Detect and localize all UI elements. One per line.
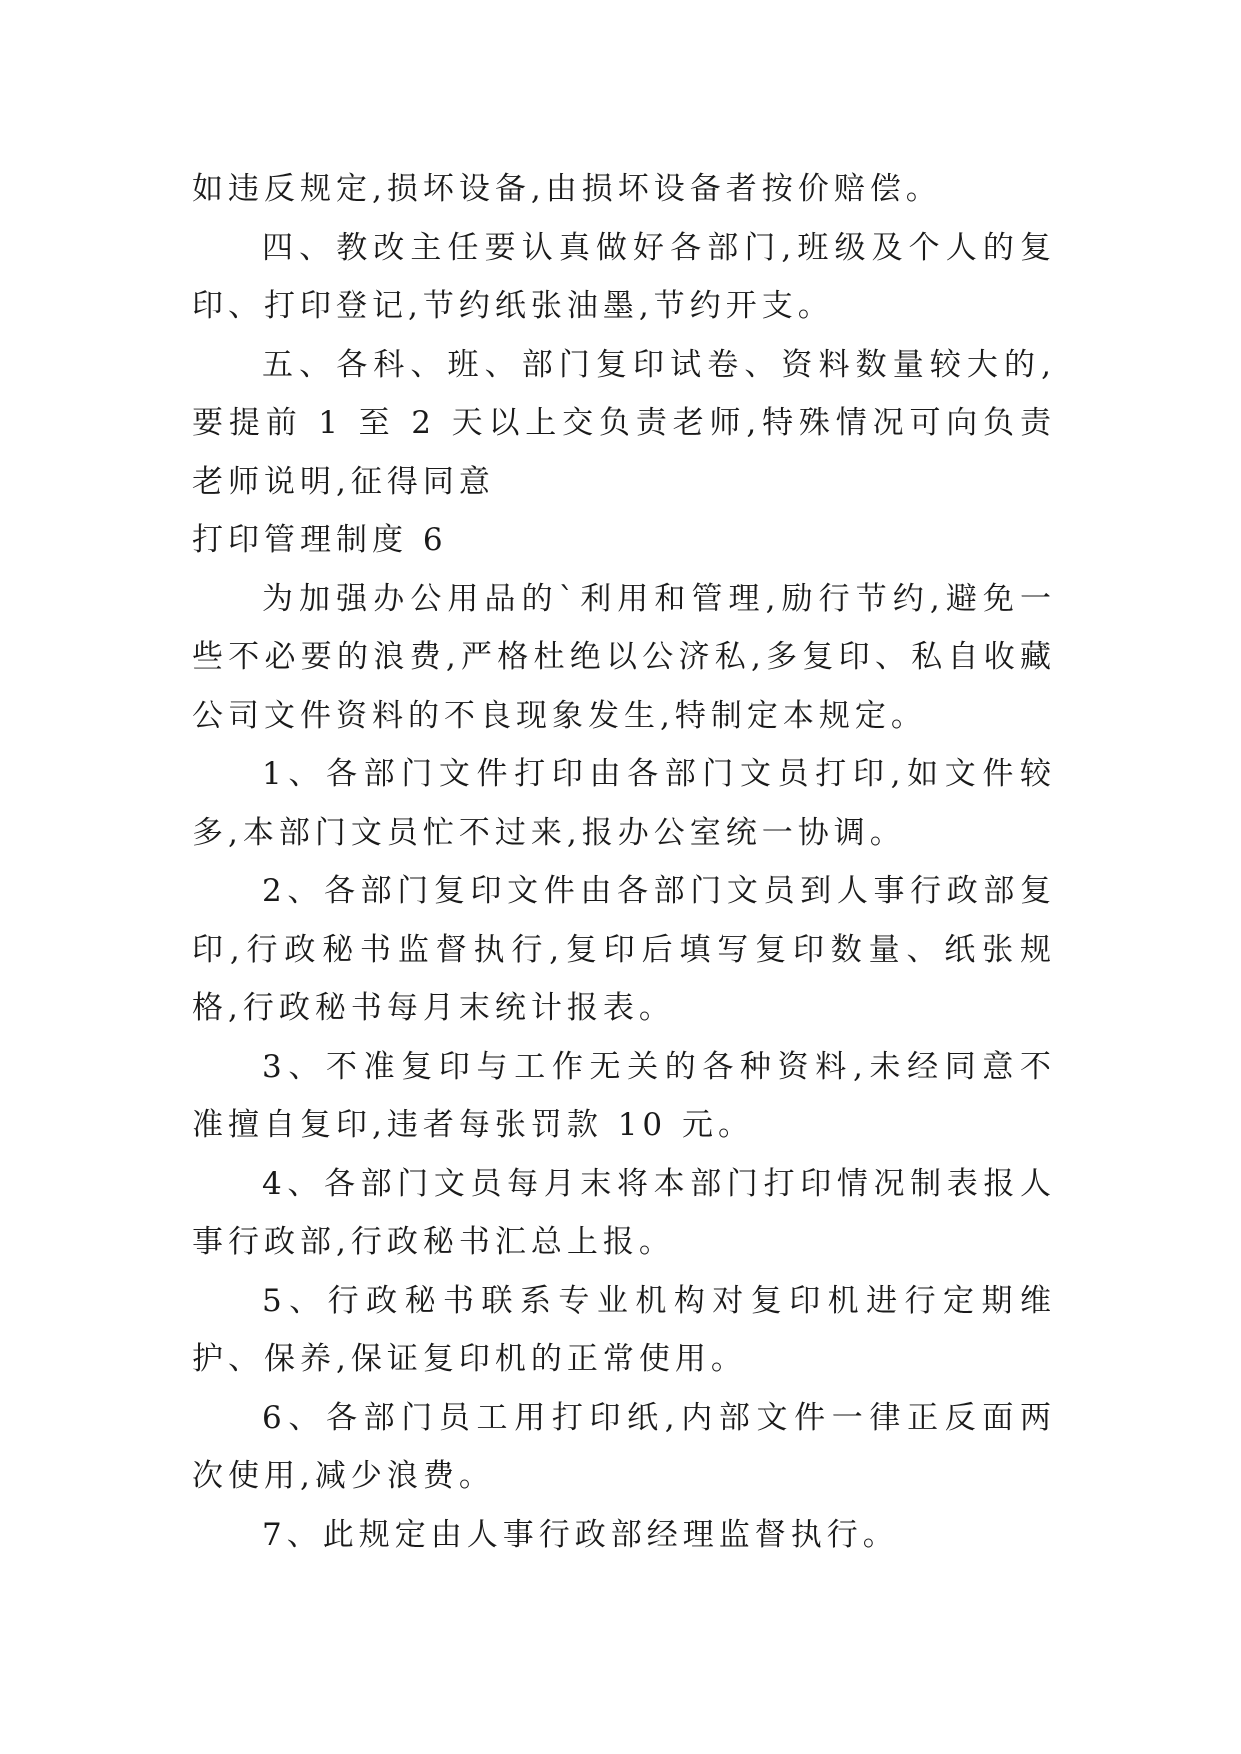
paragraph-rule-3: 3、不准复印与工作无关的各种资料,未经同意不准擅自复印,违者每张罚款 10 元。 [192, 1048, 1056, 1143]
paragraph-item-five: 五、各科、班、部门复印试卷、资料数量较大的,要提前 1 至 2 天以上交负责老师,特殊情况可向负责老师说明,征得同意 [192, 346, 1056, 500]
paragraph-compensation: 如违反规定,损坏设备,由损坏设备者按价赔偿。 [192, 171, 942, 207]
paragraph-item-four: 四、教改主任要认真做好各部门,班级及个人的复印、打印登记,节约纸张油墨,节约开支。 [192, 229, 1056, 324]
paragraph-rule-6: 6、各部门员工用打印纸,内部文件一律正反面两次使用,减少浪费。 [192, 1399, 1056, 1494]
document-body [192, 160, 1056, 1564]
paragraph-rule-2: 2、各部门复印文件由各部门文员到人事行政部复印,行政秘书监督执行,复印后填写复印数量、纸张规格,行政秘书每月末统计报表。 [192, 873, 1056, 1026]
paragraph-rule-5: 5、行政秘书联系专业机构对复印机进行定期维护、保养,保证复印机的正常使用。 [192, 1282, 1056, 1377]
paragraph-rule-1: 1、各部门文件打印由各部门文员打印,如文件较多,本部门文员忙不过来,报办公室统一协调。 [192, 756, 1056, 851]
section-title: 打印管理制度 6 [192, 522, 448, 558]
paragraph-rule-7: 7、此规定由人事行政部经理监督执行。 [262, 1516, 899, 1553]
paragraph-intro: 为加强办公用品的`利用和管理,励行节约,避免一些不必要的浪费,严格杜绝以公济私,多复印、私自收藏公司文件资料的不良现象发生,特制定本规定。 [192, 580, 1056, 734]
paragraph-rule-4: 4、各部门文员每月末将本部门打印情况制表报人事行政部,行政秘书汇总上报。 [192, 1165, 1056, 1260]
